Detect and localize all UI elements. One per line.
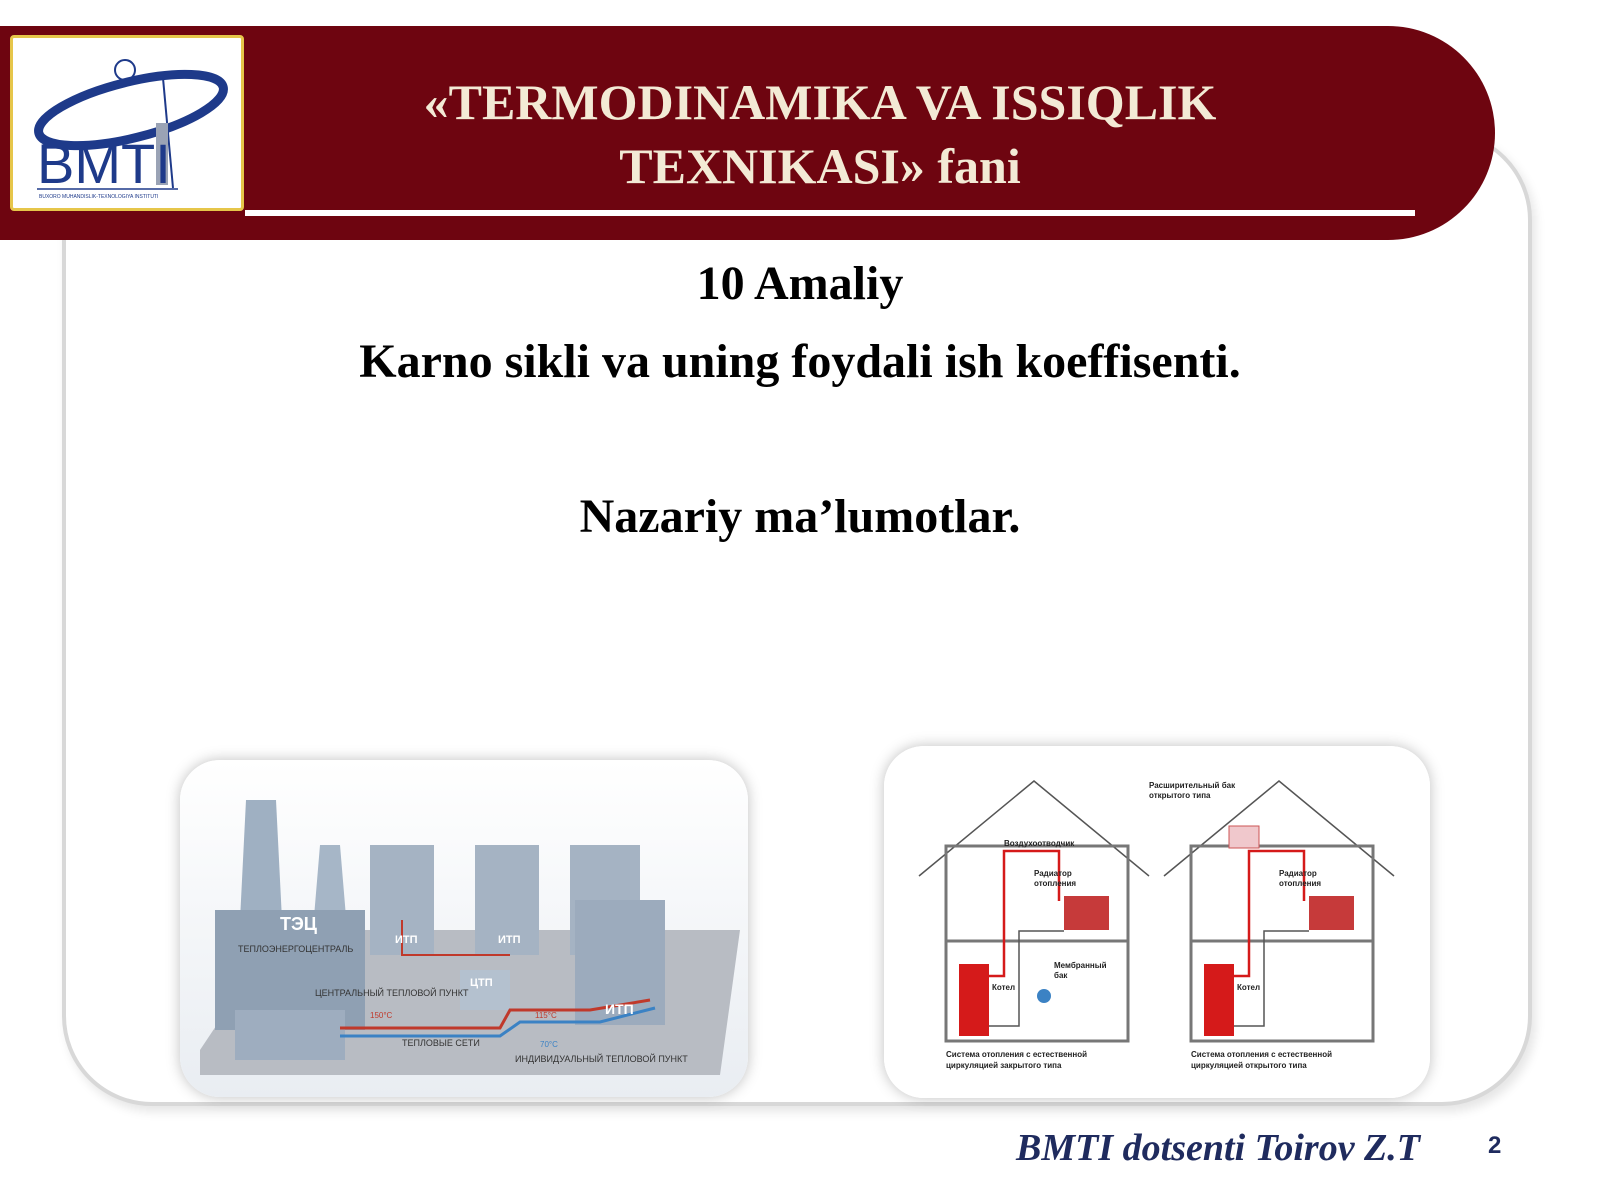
logo-atom-icon [115, 60, 135, 80]
label-itp-3: ИТП [605, 1001, 634, 1017]
label-tec: ТЭЦ [280, 914, 317, 934]
label-ctp-full: ЦЕНТРАЛЬНЫЙ ТЕПЛОВОЙ ПУНКТ [315, 988, 469, 998]
district-heating-illustration [180, 760, 748, 1097]
label-itp-2: ИТП [498, 934, 521, 946]
membrane-tank-icon [1037, 989, 1051, 1003]
caption-left-1: Система отопления с естественной [946, 1050, 1087, 1059]
course-title-line1: «TERMODINAMIKA VA ISSIQLIK [423, 74, 1217, 130]
label-radiator-left-1: Радиатор [1034, 869, 1072, 878]
label-boiler-left: Котел [992, 983, 1016, 992]
label-exp-tank-1: Расширительный бак [1149, 781, 1236, 790]
label-t115: 115°C [535, 1011, 557, 1020]
section-heading: Nazariy ma’lumotlar. [579, 490, 1021, 543]
label-radiator-left-2: отопления [1034, 879, 1077, 888]
label-membrane-2: бак [1054, 971, 1068, 980]
label-air-vent: Воздухоотводчик [1004, 839, 1075, 848]
lesson-title: Karno sikli va uning foydali ish koeffisenti. [359, 335, 1241, 388]
course-title [300, 70, 1340, 198]
label-radiator-right-1: Радиатор [1279, 869, 1317, 878]
label-networks: ТЕПЛОВЫЕ СЕТИ [402, 1038, 480, 1048]
label-t70: 70°C [540, 1040, 558, 1049]
house-heating-image [884, 746, 1430, 1098]
label-tec-full: ТЕПЛОЭНЕРГОЦЕНТРАЛЬ [238, 944, 354, 954]
label-exp-tank-2: открытого типа [1149, 791, 1211, 800]
label-membrane-1: Мембранный [1054, 961, 1107, 970]
bmti-logo [10, 35, 244, 211]
logo-subtext: BUXORO MUHANDISLIK-TEXNOLOGIYA INSTITUTI [39, 194, 159, 200]
label-ctp: ЦТП [470, 977, 493, 989]
footer-author: BMTI dotsenti Toirov Z.T [1016, 1127, 1420, 1169]
page-number: 2 [1488, 1132, 1502, 1159]
boiler-left [959, 964, 989, 1036]
course-title-line2: TEXNIKASI» fani [619, 138, 1021, 194]
power-station-annex [235, 1010, 345, 1060]
house-heating-illustration [884, 746, 1430, 1098]
radiator-right [1309, 896, 1354, 930]
logo-text: BMTI [37, 132, 171, 195]
radiator-left [1064, 896, 1109, 930]
label-boiler-right: Котел [1237, 983, 1261, 992]
label-t150: 150°C [370, 1011, 393, 1020]
label-itp-full: ИНДИВИДУАЛЬНЫЙ ТЕПЛОВОЙ ПУНКТ [515, 1054, 688, 1064]
label-radiator-right-2: отопления [1279, 879, 1322, 888]
caption-right-2: циркуляцией открытого типа [1191, 1061, 1307, 1070]
label-itp-1: ИТП [395, 934, 418, 946]
district-heating-image [180, 760, 748, 1097]
lesson-number: 10 Amaliy [696, 257, 904, 310]
expansion-tank [1229, 826, 1259, 848]
caption-right-1: Система отопления с естественной [1191, 1050, 1332, 1059]
caption-left-2: циркуляцией закрытого типа [946, 1061, 1062, 1070]
banner-divider [245, 210, 1415, 216]
boiler-right [1204, 964, 1234, 1036]
logo-graphic [13, 38, 241, 208]
